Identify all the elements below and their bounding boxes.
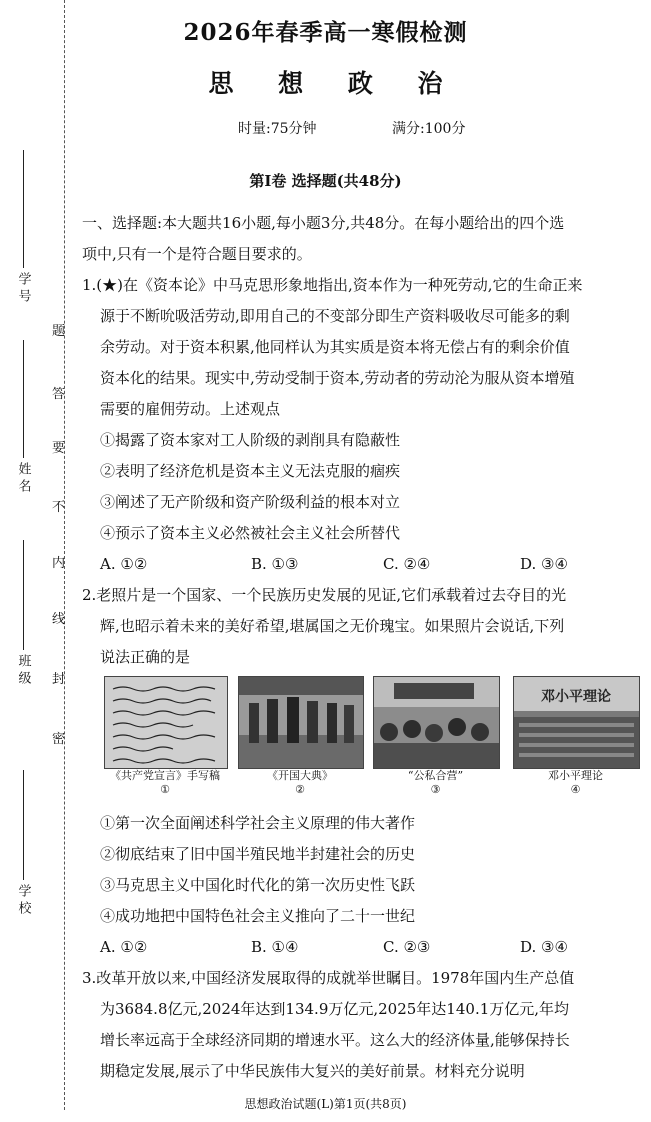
question-3-line: 3.改革开放以来,中国经济发展取得的成就举世瞩目。1978年国内生产总值 <box>82 969 575 987</box>
photo-caption-1 <box>96 769 234 797</box>
caption-number: ③ <box>430 783 441 796</box>
seal-char: 线 <box>52 612 66 627</box>
class-label: 班 级 <box>15 654 31 685</box>
question-1-statement: ②表明了经济危机是资本主义无法克服的痼疾 <box>100 462 401 480</box>
question-2-statement: ②彻底结束了旧中国半殖民地半封建社会的历史 <box>100 845 416 863</box>
caption-text: 邓小平理论 <box>548 769 603 782</box>
photo-deng-theory <box>513 676 640 769</box>
subject-title: 思 想 政 治 <box>208 69 461 98</box>
manuscript-image <box>105 677 227 768</box>
question-1-line: 余劳动。对于资本积累,他同样认为其实质是资本将无偿占有的剩余价值 <box>100 338 570 356</box>
student-no-label: 学 号 <box>15 272 31 303</box>
question-1-choice-a[interactable]: A. ①② <box>100 555 148 573</box>
instructions-line: 项中,只有一个是符合题目要求的。 <box>82 245 312 263</box>
school-label: 学 校 <box>15 884 31 915</box>
seal-char: 要 <box>52 441 66 456</box>
seal-char: 题 <box>52 324 66 339</box>
seal-char: 封 <box>52 672 66 687</box>
parade-image <box>514 677 639 768</box>
photo-caption-2 <box>238 769 362 797</box>
photo-caption-4 <box>513 769 638 797</box>
seal-char: 内 <box>52 556 66 571</box>
time-limit: 时量:75分钟 <box>238 121 317 137</box>
school-field[interactable] <box>8 770 38 918</box>
exam-title: 2026年春季高一寒假检测 <box>183 19 468 46</box>
seal-char: 答 <box>52 387 66 402</box>
question-1-statement: ③阐述了无产阶级和资产阶级利益的根本对立 <box>100 493 401 511</box>
question-3-line: 增长率远高于全球经济同期的增速水平。这么大的经济体量,能够保持长 <box>100 1031 570 1049</box>
caption-number: ② <box>295 783 305 796</box>
question-1-line: 需要的雇佣劳动。上述观点 <box>100 400 281 418</box>
question-1-choice-b[interactable]: B. ①③ <box>251 555 299 573</box>
instructions-line: 一、选择题:本大题共16小题,每小题3分,共48分。在每小题给出的四个选 <box>82 214 565 232</box>
question-2-statement: ④成功地把中国特色社会主义推向了二十一世纪 <box>100 907 416 925</box>
joint-venture-image <box>374 677 499 768</box>
photo-public-private-joint <box>373 676 500 769</box>
question-2-line: 2.老照片是一个国家、一个民族历史发展的见证,它们承载着过去夺目的光 <box>82 586 567 604</box>
question-1-statement: ①揭露了资本家对工人阶级的剥削具有隐蔽性 <box>100 431 401 449</box>
question-2-choice-a[interactable]: A. ①② <box>100 938 148 956</box>
question-3-line: 为3684.8亿元,2024年达到134.9万亿元,2025年达140.1万亿元,年均 <box>100 1000 570 1018</box>
photo-caption-3 <box>373 769 498 797</box>
caption-text: 《共产党宣言》手写稿 <box>110 769 220 782</box>
question-1-line: 源于不断吮吸活劳动,即用自己的不变部分即生产资料吸收尽可能多的剩 <box>100 307 570 325</box>
name-field[interactable] <box>8 340 38 496</box>
question-2-choice-d[interactable]: D. ③④ <box>520 938 568 956</box>
photo-founding-ceremony <box>238 676 364 769</box>
question-2-statement: ③马克思主义中国化时代化的第一次历史性飞跃 <box>100 876 416 894</box>
caption-number: ① <box>160 783 170 796</box>
question-2-line: 辉,也昭示着未来的美好希望,堪属国之无价瑰宝。如果照片会说话,下列 <box>100 617 565 635</box>
caption-number: ④ <box>570 783 581 796</box>
parade-banner-text: 邓小平理论 <box>541 689 611 705</box>
question-1-choice-c[interactable]: C. ②④ <box>383 555 431 573</box>
photo-manifesto-manuscript <box>104 676 228 769</box>
question-2-choice-c[interactable]: C. ②③ <box>383 938 431 956</box>
class-field[interactable] <box>8 540 38 688</box>
question-1-choice-d[interactable]: D. ③④ <box>520 555 568 573</box>
question-1-statement: ④预示了资本主义必然被社会主义社会所替代 <box>100 524 401 542</box>
section-heading: 第Ⅰ卷 选择题(共48分) <box>249 172 402 190</box>
page-footer: 思想政治试题(L)第1页(共8页) <box>244 1097 407 1111</box>
ceremony-image <box>239 677 363 768</box>
question-2-statement: ①第一次全面阐述科学社会主义原理的伟大著作 <box>100 814 416 832</box>
seal-char: 密 <box>52 732 66 747</box>
question-2-line: 说法正确的是 <box>100 648 191 666</box>
seal-char: 不 <box>52 500 66 515</box>
caption-text: 《开国大典》 <box>267 769 333 782</box>
caption-text: “公私合营” <box>407 769 464 782</box>
question-1-line: 1.(★)在《资本论》中马克思形象地指出,资本作为一种死劳动,它的生命正来 <box>82 276 583 294</box>
question-2-choice-b[interactable]: B. ①④ <box>251 938 299 956</box>
full-score: 满分:100分 <box>392 121 466 137</box>
question-1-line: 资本化的结果。现实中,劳动受制于资本,劳动者的劳动沦为服从资本增殖 <box>100 369 575 387</box>
name-label: 姓 名 <box>15 462 31 493</box>
question-3-line: 期稳定发展,展示了中华民族伟大复兴的美好前景。材料充分说明 <box>100 1062 525 1080</box>
